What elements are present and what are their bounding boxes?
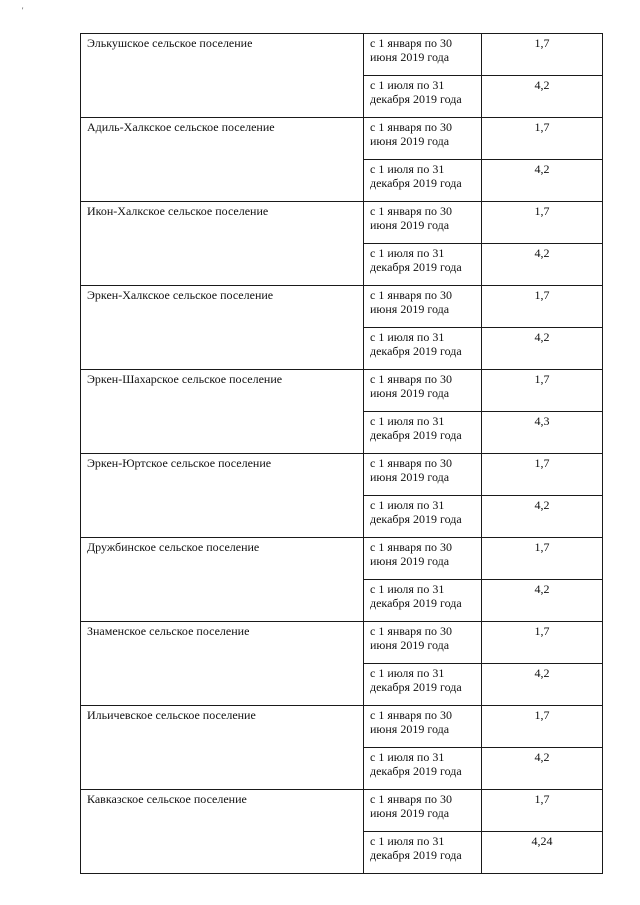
rate-cell: 1,7 (482, 790, 603, 832)
period-cell: с 1 июля по 31 декабря 2019 года (364, 580, 482, 622)
period-cell: с 1 января по 30 июня 2019 года (364, 34, 482, 76)
settlement-name-cell: Адиль-Халкское сельское поселение (81, 118, 364, 202)
period-cell: с 1 июля по 31 декабря 2019 года (364, 832, 482, 874)
period-cell: с 1 июля по 31 декабря 2019 года (364, 76, 482, 118)
rates-table-body (81, 34, 603, 874)
settlement-name-cell: Ильичевское сельское поселение (81, 706, 364, 790)
period-cell: с 1 января по 30 июня 2019 года (364, 706, 482, 748)
rate-cell: 1,7 (482, 118, 603, 160)
table-row (81, 286, 603, 328)
period-cell: с 1 июля по 31 декабря 2019 года (364, 748, 482, 790)
period-cell: с 1 января по 30 июня 2019 года (364, 790, 482, 832)
rate-cell: 4,24 (482, 832, 603, 874)
table-row (81, 454, 603, 496)
rate-cell: 4,2 (482, 496, 603, 538)
period-cell: с 1 января по 30 июня 2019 года (364, 202, 482, 244)
settlement-name-cell: Знаменское сельское поселение (81, 622, 364, 706)
table-row (81, 370, 603, 412)
rates-table (80, 33, 603, 874)
period-cell: с 1 июля по 31 декабря 2019 года (364, 412, 482, 454)
period-cell: с 1 января по 30 июня 2019 года (364, 538, 482, 580)
settlement-name-cell: Кавказское сельское поселение (81, 790, 364, 874)
period-cell: с 1 января по 30 июня 2019 года (364, 286, 482, 328)
period-cell: с 1 июля по 31 декабря 2019 года (364, 664, 482, 706)
period-cell: с 1 июля по 31 декабря 2019 года (364, 496, 482, 538)
period-cell: с 1 июля по 31 декабря 2019 года (364, 160, 482, 202)
rate-cell: 1,7 (482, 34, 603, 76)
settlement-name-cell: Элькушское сельское поселение (81, 34, 364, 118)
rate-cell: 4,2 (482, 748, 603, 790)
settlement-name-cell: Эркен-Шахарское сельское поселение (81, 370, 364, 454)
settlement-name-cell: Икон-Халкское сельское поселение (81, 202, 364, 286)
table-row (81, 118, 603, 160)
period-cell: с 1 июля по 31 декабря 2019 года (364, 328, 482, 370)
rate-cell: 4,2 (482, 76, 603, 118)
rate-cell: 4,2 (482, 664, 603, 706)
table-row (81, 538, 603, 580)
rate-cell: 4,2 (482, 160, 603, 202)
period-cell: с 1 января по 30 июня 2019 года (364, 454, 482, 496)
settlement-name-cell: Эркен-Халкское сельское поселение (81, 286, 364, 370)
period-cell: с 1 января по 30 июня 2019 года (364, 118, 482, 160)
period-cell: с 1 января по 30 июня 2019 года (364, 622, 482, 664)
table-row (81, 790, 603, 832)
rate-cell: 4,2 (482, 328, 603, 370)
rate-cell: 1,7 (482, 286, 603, 328)
period-cell: с 1 января по 30 июня 2019 года (364, 370, 482, 412)
rate-cell: 4,3 (482, 412, 603, 454)
rate-cell: 1,7 (482, 202, 603, 244)
rate-cell: 4,2 (482, 244, 603, 286)
rate-cell: 1,7 (482, 538, 603, 580)
rate-cell: 1,7 (482, 370, 603, 412)
period-cell: с 1 июля по 31 декабря 2019 года (364, 244, 482, 286)
rate-cell: 1,7 (482, 706, 603, 748)
corner-mark: ' (22, 6, 24, 15)
table-row (81, 202, 603, 244)
rate-cell: 4,2 (482, 580, 603, 622)
table-row (81, 622, 603, 664)
settlement-name-cell: Дружбинское сельское поселение (81, 538, 364, 622)
rate-cell: 1,7 (482, 454, 603, 496)
table-row (81, 706, 603, 748)
settlement-name-cell: Эркен-Юртское сельское поселение (81, 454, 364, 538)
rate-cell: 1,7 (482, 622, 603, 664)
table-row (81, 34, 603, 76)
